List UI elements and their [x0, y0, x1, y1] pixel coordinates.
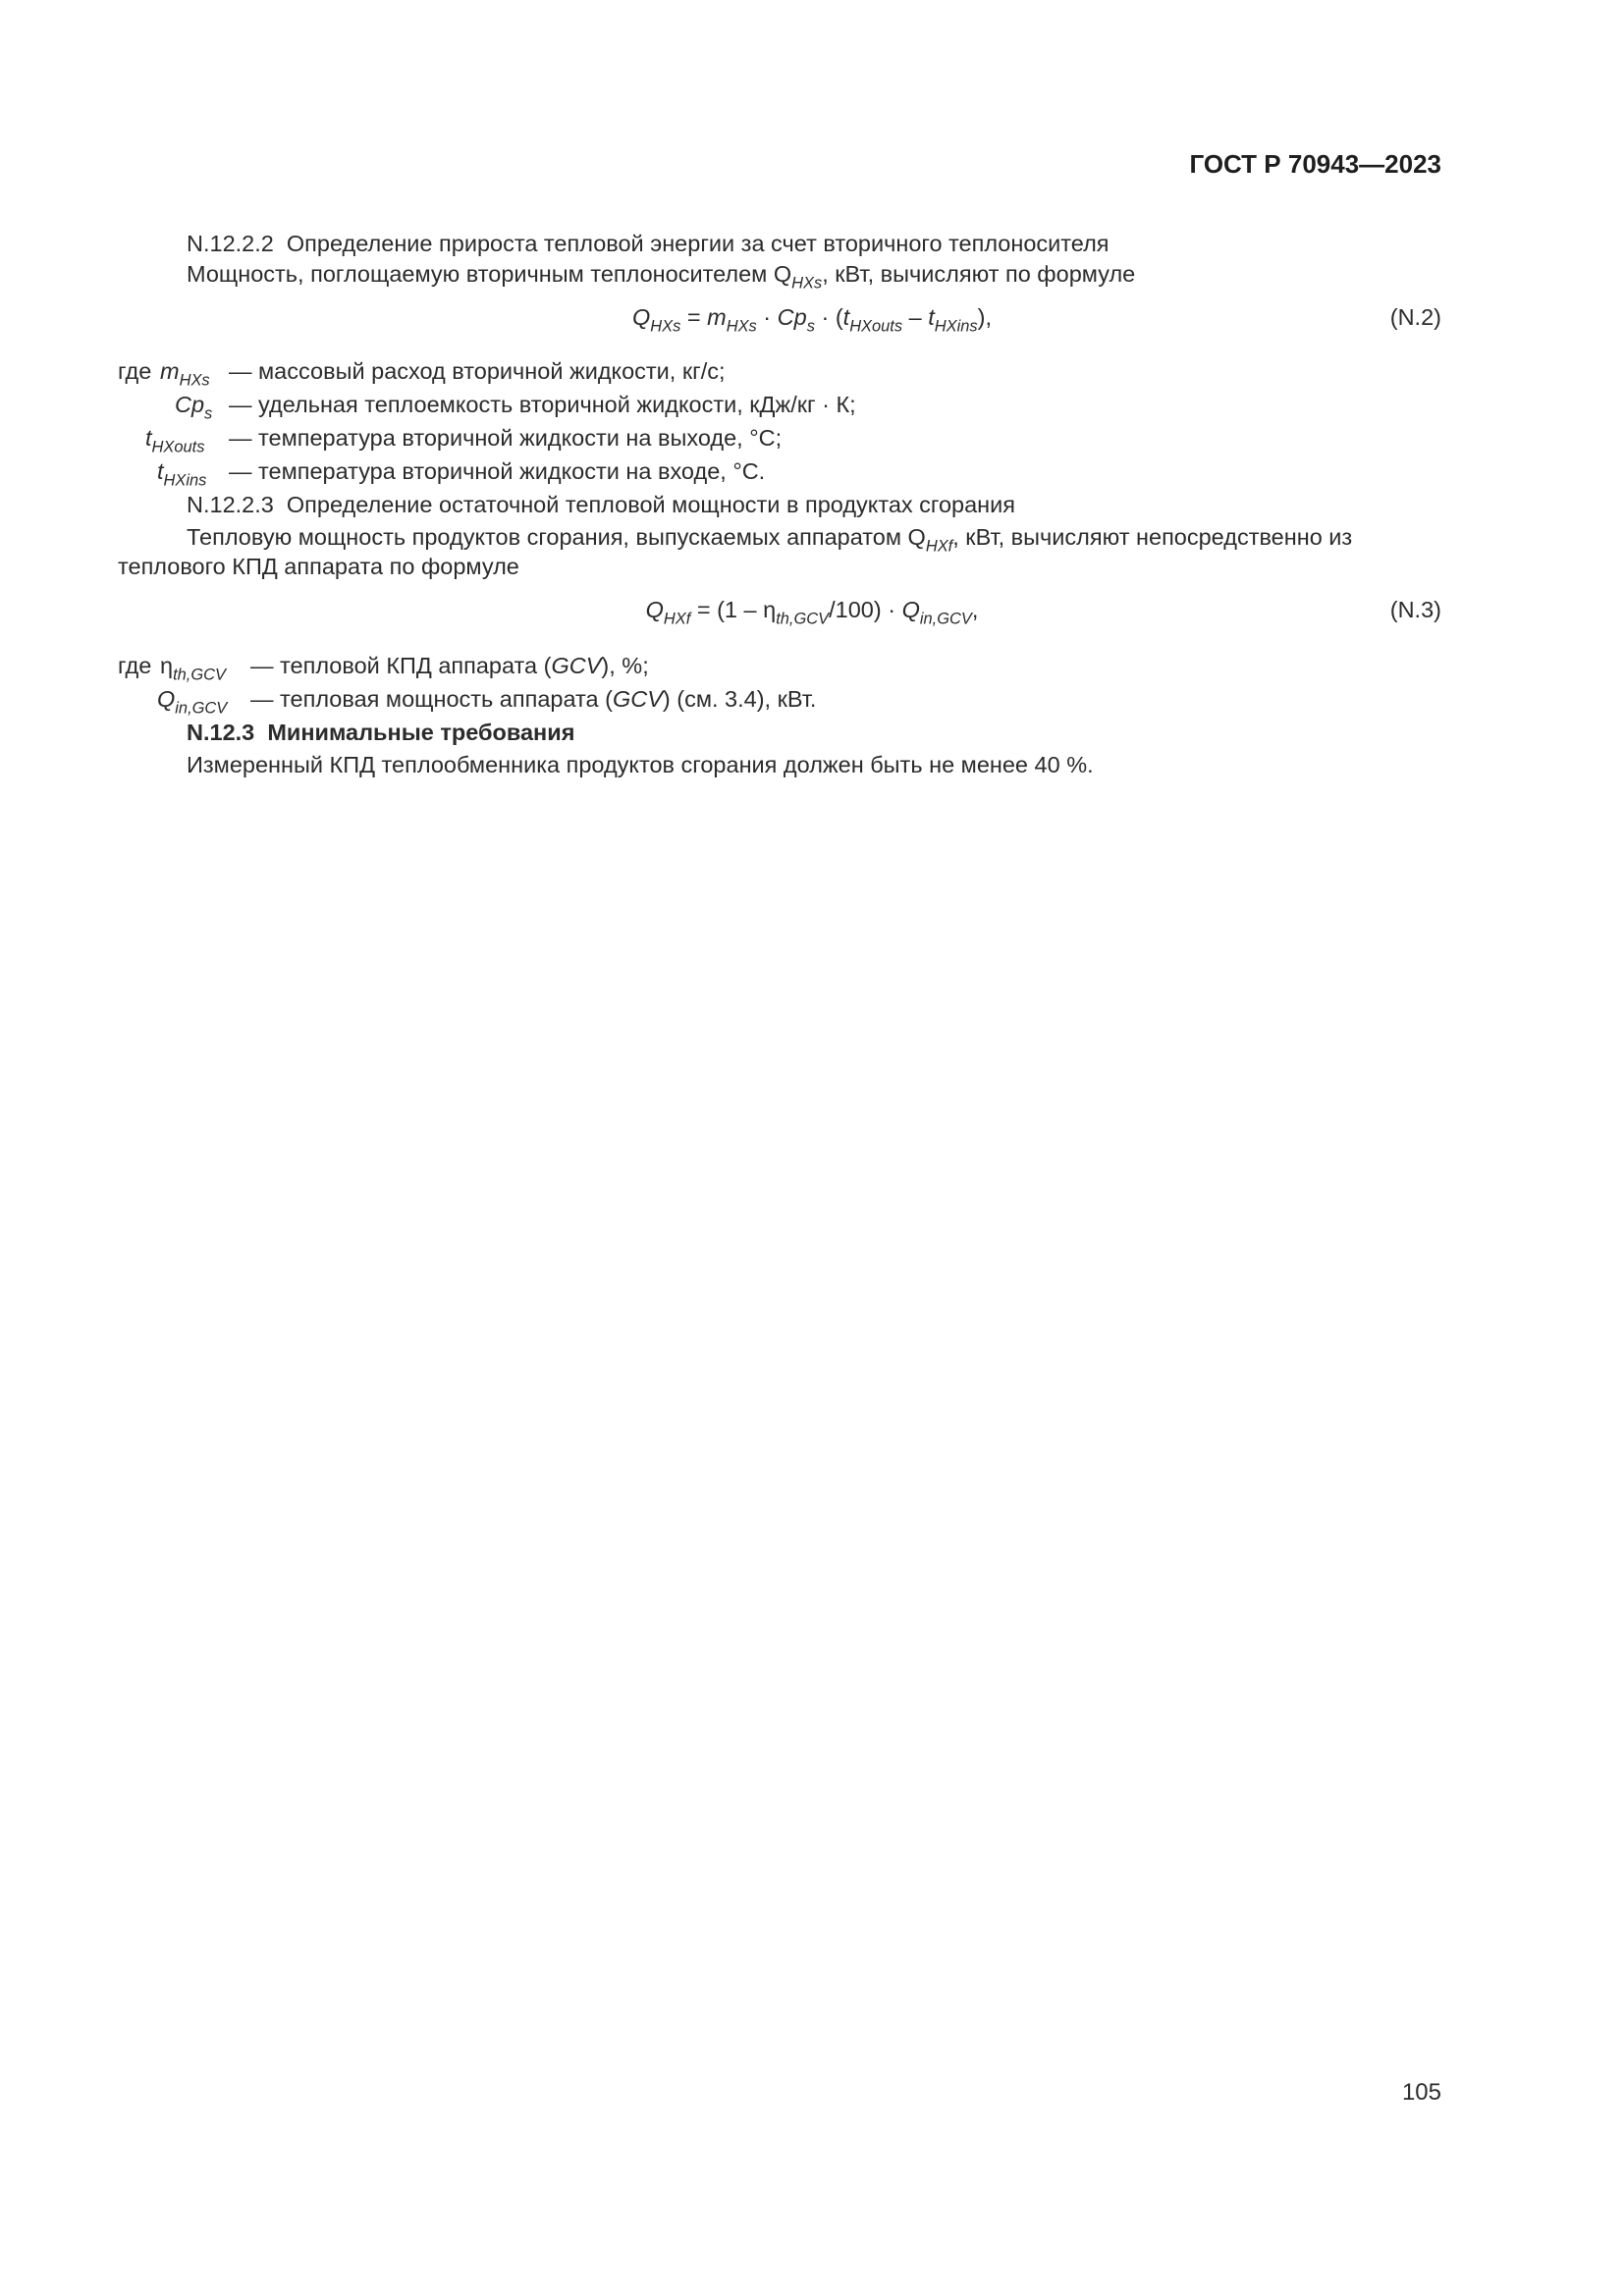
legend-desc: — тепловая мощность аппарата (GCV) (см. 3.4), кВт. [250, 686, 817, 712]
legend-where: где [118, 653, 152, 678]
document-header: ГОСТ Р 70943—2023 [1189, 149, 1441, 179]
section-heading-n1223 [187, 491, 1015, 518]
formula-n3: $Q_{HXf} = (1 - \eta_{th,GCV}/100) \cdot Q_{in,GCV}$, [645, 597, 979, 628]
section-heading-n123 [187, 719, 574, 746]
legend-desc: — массовый расход вторичной жидкости, кг/с; [229, 358, 726, 384]
page-number: 105 [1401, 2079, 1441, 2106]
legend-symbol-cps: $Cp_s$ [175, 392, 213, 423]
formula-n2: $Q_{HXs} = m_{HXs} \cdot Cp_s \cdot (t_{HXouts} - t_{HXins})$, [632, 304, 992, 336]
legend-symbol-thxouts: $t_{HXouts}$ [145, 425, 205, 456]
legend-symbol-mhxs: $m_{HXs}$ [160, 358, 210, 390]
section-title: Определение прироста тепловой энергии за счет вторичного теплоносителя [286, 231, 1110, 256]
paragraph-combustion-line2: теплового КПД аппарата по формуле [118, 554, 519, 579]
paragraph-combustion-line1: Тепловую мощность продуктов сгорания, выпускаемых аппаратом $Q_{HXf}$, кВт, вычисляют непосредственно из [187, 524, 1353, 556]
legend-symbol-thxins: $t_{HXins}$ [157, 458, 207, 490]
paragraph-power-secondary [187, 260, 1136, 293]
legend-where: где [118, 358, 152, 384]
section-number: N.12.2.2 [187, 231, 274, 256]
legend-desc: — температура вторичной жидкости на входе, °C. [229, 458, 766, 484]
legend-symbol-eta: $\eta_{th,GCV}$ [160, 653, 226, 684]
legend-symbol-qin: $Q_{in,GCV}$ [157, 686, 228, 718]
legend-desc: — температура вторичной жидкости на выходе, °C; [229, 425, 783, 451]
text: Мощность, поглощаемую вторичным теплоносителем Q [187, 261, 792, 287]
legend-desc: — удельная теплоемкость вторичной жидкости, кДж/кг · К; [229, 392, 856, 417]
section-title: Определение остаточной тепловой мощности в продуктах сгорания [286, 492, 1016, 517]
text: , кВт, вычисляют по формуле [822, 261, 1136, 287]
equation-number-n3: (N.3) [1389, 597, 1441, 622]
paragraph-minimum-requirements: Измеренный КПД теплообменника продуктов сгорания должен быть не менее 40 %. [187, 752, 1094, 777]
section-number: N.12.3 [187, 720, 255, 745]
section-heading-n1222 [187, 230, 1110, 257]
subscript: HXs [791, 274, 823, 293]
equation-number-n2: (N.2) [1389, 304, 1441, 330]
section-title: Минимальные требования [267, 720, 575, 745]
section-number: N.12.2.3 [187, 492, 274, 517]
legend-desc: — тепловой КПД аппарата (GCV), %; [250, 653, 649, 678]
